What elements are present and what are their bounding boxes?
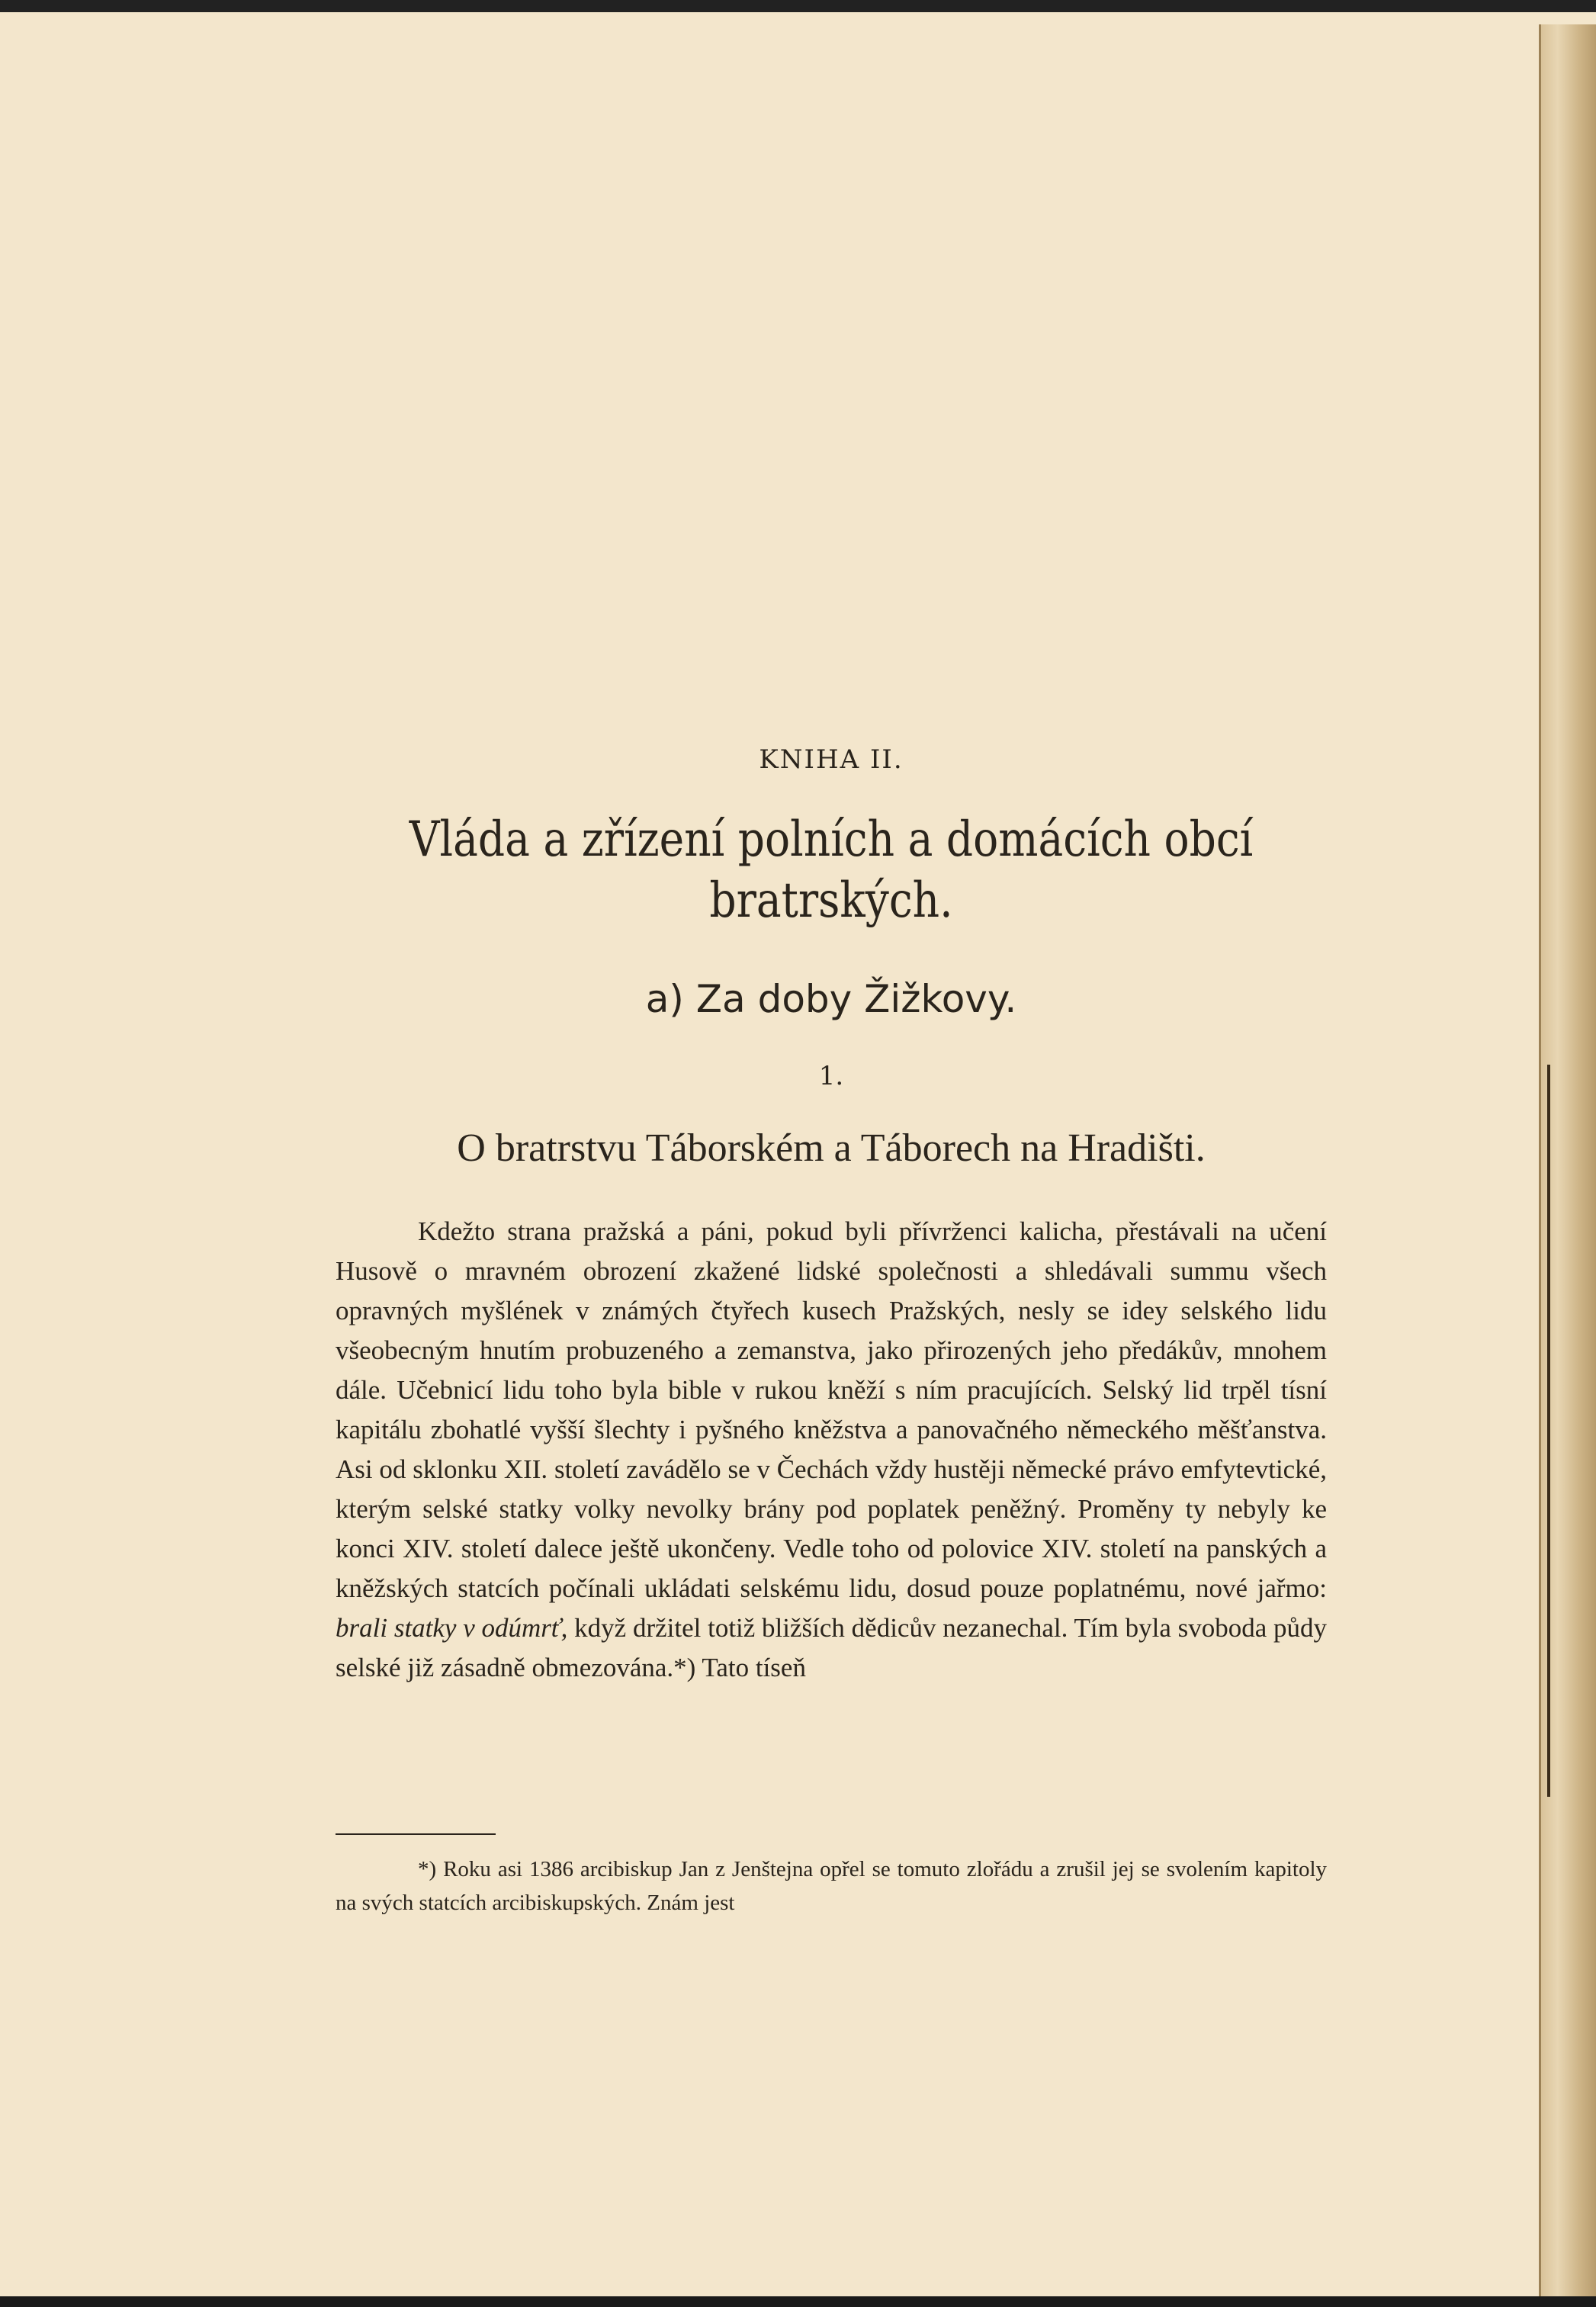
- chapter-number: 1.: [818, 1061, 844, 1091]
- title-line-2: bratrských.: [709, 872, 953, 929]
- page-title: [405, 809, 1257, 931]
- footnote: *) Roku asi 1386 arcibiskup Jan z Jenštejna opřel se tomuto zlořádu a zrušil jej se svolením kapitoly na svých statcích arcibiskupských. Znám jest: [336, 1857, 1327, 1915]
- footnote-divider: [336, 1833, 496, 1835]
- book-label: KNIHA II.: [759, 744, 904, 775]
- body-paragraph: [336, 1212, 1327, 1688]
- body-text-italic: brali statky v odúmrť,: [336, 1613, 568, 1643]
- page-edge-line: [1547, 1065, 1550, 1797]
- scan-border: [0, 0, 1596, 12]
- body-text-part-1: Kdežto strana pražská a páni, pokud byli přívrženci kalicha, přestávali na učení Husově o mravném obrození zkažené lidské společnosti a shledávali summu všech opravných myšlének v známých čtyřech kusech Pražských, nesly se idey selského lidu všeobecným hnutím probuzeného a zemanstva, jako přirozených jeho předákův, mnohem dále. Učebnicí lidu toho byla bible v rukou kněží s ním pracujících. Selský lid trpěl tísní kapitálu zbohatlé vyšší šlechty i pyšného kněžstva a panovačného německého měšťanstva. Asi od sklonku XII. století zavádělo se v Čechách vždy hustěji německé právo emfytevtické, kterým selské statky volky nevolky brány pod poplatek peněžný. Proměny ty nebyly ke konci XIV. století dalece ještě ukončeny. Vedle toho od polovice XIV. století na panských a kněžských statcích počínali ukládati selskému lidu, dosud pouze poplatnému, nové jařmo:: [336, 1216, 1327, 1603]
- section-heading: a) Za doby Žižkovy.: [645, 977, 1017, 1021]
- body-text-part-2: když držitel totiž bližších dědicův nezanechal. Tím byla svoboda půdy selské již zásadně obmezována.*) Tato tíseň: [336, 1613, 1328, 1682]
- book-page: [0, 12, 1596, 2296]
- title-line-1: Vláda a zřízení polních a domácích obcí: [409, 811, 1254, 868]
- chapter-title: O bratrstvu Táborském a Táborech na Hradišti.: [457, 1126, 1206, 1170]
